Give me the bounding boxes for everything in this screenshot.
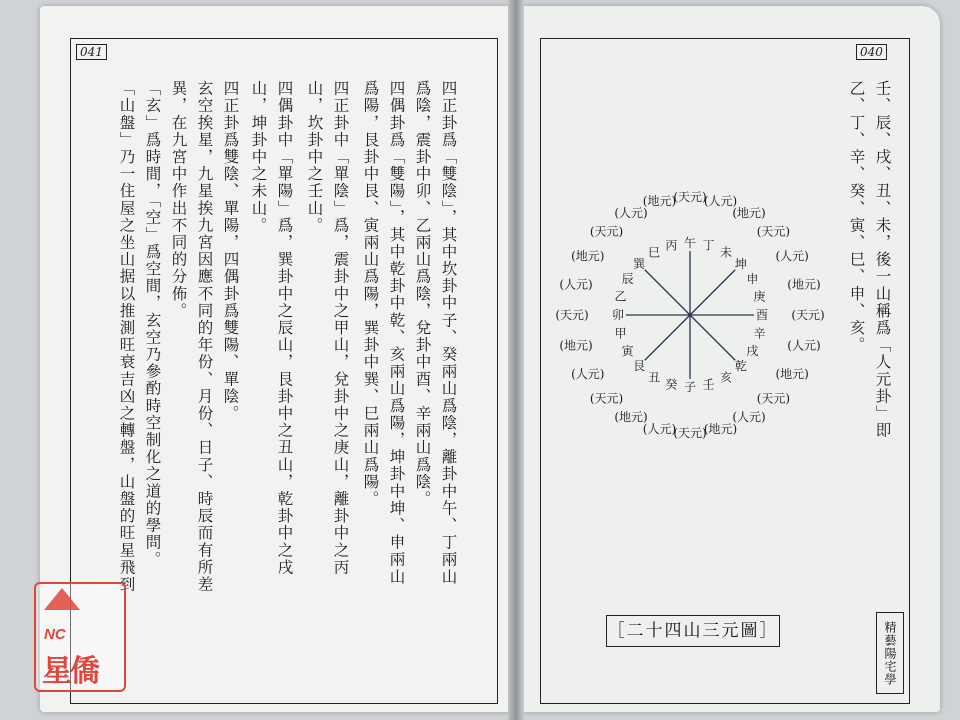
mountain-label: 丁 — [702, 238, 715, 253]
stamp-prefix: NC — [44, 626, 66, 643]
yuan-label: (人元) — [642, 421, 677, 436]
yuan-label: (人元) — [614, 205, 648, 220]
yuan-label: (地元) — [787, 277, 821, 292]
yuan-label: (天元) — [673, 426, 707, 440]
mountain-label: 庚 — [753, 289, 766, 304]
yuan-label: (地元) — [571, 249, 605, 263]
yuan-label: (天元) — [791, 308, 825, 322]
left-text-column-2: 爲陰，震卦中卯、乙兩山爲陰，兌卦中酉、辛兩山爲陰。 — [413, 80, 432, 508]
yuan-label: (天元) — [673, 190, 707, 204]
left-text-column-8: 山，坤卦中之未山。 — [249, 80, 268, 234]
mountain-label: 乾 — [734, 358, 747, 373]
mountain-label: 辰 — [621, 272, 634, 286]
mountain-label: 壬 — [702, 377, 715, 392]
stamp-name: 星僑 — [42, 654, 98, 689]
mountain-label: 子 — [683, 380, 697, 394]
diagram-spoke — [645, 315, 690, 360]
yuan-label: (天元) — [756, 391, 791, 406]
mountain-label: 丑 — [647, 370, 661, 385]
mountain-label: 甲 — [614, 326, 627, 341]
left-text-column-10: 玄空挨星，九星挨九宮因應不同的年份、月份、日子、時辰而有所差 — [195, 80, 214, 593]
left-text-column-3: 四偶卦爲「雙陽」，其中乾卦中乾、亥兩山爲陽，坤卦中坤、申兩山 — [387, 80, 406, 586]
mountain-label: 巽 — [633, 257, 646, 272]
left-page-number: 041 — [76, 44, 107, 60]
yuan-label: (人元) — [732, 410, 766, 425]
watermark-stamp — [34, 582, 126, 692]
yuan-label: (天元) — [555, 308, 589, 322]
right-page-number: 040 — [856, 44, 887, 60]
right-text-column-1: 壬、辰、戌、丑、未，後一山稱爲「人元卦」即 — [873, 80, 892, 440]
left-text-column-4: 爲陽，艮卦中艮、寅兩山爲陽，巽卦中巽、巳兩山爲陽。 — [361, 80, 380, 508]
left-text-column-1: 四正卦爲「雙陰」，其中坎卦中子、癸兩山爲陰，離卦中午、丁兩山 — [439, 80, 458, 586]
yuan-label: (天元) — [589, 391, 624, 406]
mountain-label: 丙 — [665, 238, 678, 253]
yuan-label: (人元) — [571, 367, 605, 381]
mountain-label: 亥 — [719, 370, 733, 385]
mountain-label: 坤 — [734, 257, 747, 272]
left-text-column-13: 「山盤」乃一住屋之坐山据以推測旺衰吉凶之轉盤，山盤的旺星飛到 — [117, 80, 136, 593]
mountain-label: 未 — [719, 245, 733, 260]
house-logo-icon — [44, 588, 80, 610]
diagram-caption: ［二十四山三元圖］ — [606, 615, 780, 647]
yuan-label: (人元) — [775, 249, 809, 263]
diagram-spoke — [645, 270, 690, 315]
yuan-label: (天元) — [756, 224, 791, 239]
left-text-column-6: 山，坎卦中之壬山。 — [305, 80, 324, 234]
mountain-label: 艮 — [633, 358, 646, 373]
yuan-label: (地元) — [775, 367, 809, 381]
mountain-label: 卯 — [611, 308, 625, 322]
twenty-four-mountains-diagram — [536, 110, 852, 470]
diagram-spoke — [690, 315, 735, 360]
yuan-label: (人元) — [703, 194, 738, 209]
yuan-label: (地元) — [703, 421, 738, 436]
yuan-label: (人元) — [787, 338, 821, 353]
mountain-label: 辛 — [753, 326, 766, 341]
mountain-label: 巳 — [647, 245, 661, 260]
left-text-column-7: 四偶卦中「單陽」爲，巽卦中之辰山，艮卦中之丑山，乾卦中之戌 — [275, 80, 294, 576]
mountain-label: 午 — [683, 236, 697, 250]
diagram-spoke — [690, 270, 735, 315]
yuan-label: (天元) — [589, 224, 624, 239]
yuan-label: (人元) — [559, 277, 593, 292]
mountain-label: 申 — [746, 272, 759, 286]
left-text-column-11: 異，在九宮中作出不同的分佈。 — [169, 80, 188, 320]
yuan-label: (地元) — [614, 410, 648, 425]
mountain-label: 癸 — [665, 377, 678, 392]
mountain-label: 戌 — [746, 344, 759, 358]
book-series-title: 精藝陽宅學 — [876, 612, 904, 694]
yuan-label: (地元) — [559, 338, 593, 353]
mountain-label: 乙 — [614, 289, 627, 304]
left-text-column-12: 「玄」爲時間，「空」爲空間，玄空乃參酌時空制化之道的學問。 — [143, 80, 162, 569]
mountain-label: 寅 — [621, 344, 634, 358]
left-text-column-9: 四正卦爲雙陰、單陽，四偶卦爲雙陽、單陰。 — [221, 80, 240, 422]
yuan-label: (地元) — [642, 194, 677, 209]
left-text-column-5: 四正卦中「單陰」爲，震卦中之甲山，兌卦中之庚山，離卦中之丙 — [331, 80, 350, 576]
mountain-label: 酉 — [755, 308, 769, 322]
yuan-label: (地元) — [732, 205, 766, 220]
book-gutter — [508, 0, 524, 720]
right-text-column-2: 乙、丁、辛、癸、寅、巳、申、亥。 — [847, 80, 866, 354]
